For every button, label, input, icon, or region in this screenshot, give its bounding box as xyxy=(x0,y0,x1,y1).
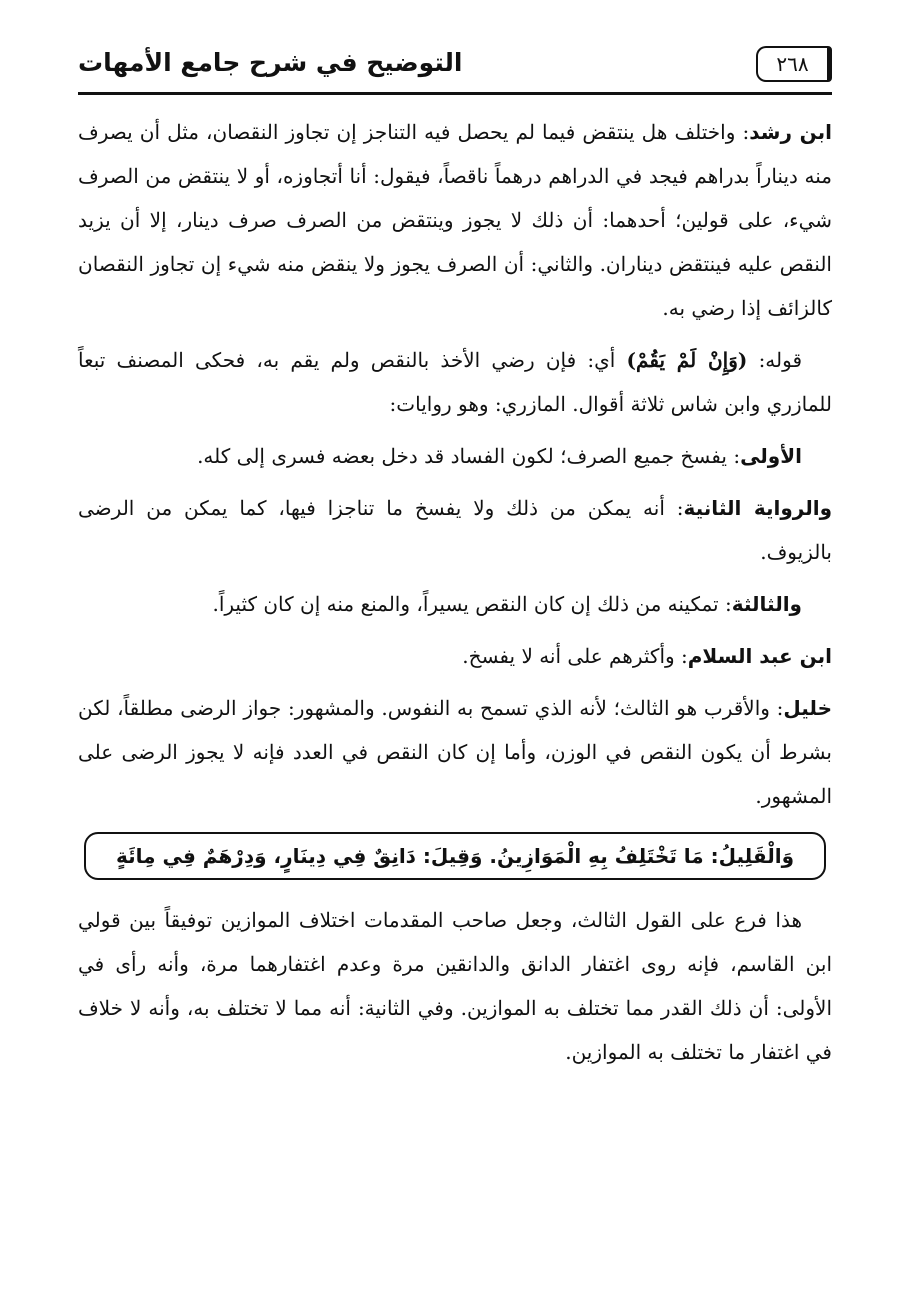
speaker-label: ابن عبد السلام xyxy=(687,644,832,668)
matn-quote: (وَإِنْ لَمْ يَقُمْ) xyxy=(626,348,748,372)
paragraph-text: : يفسخ جميع الصرف؛ لكون الفساد قد دخل بعضه فسرى إلى كله. xyxy=(197,444,741,468)
page-content xyxy=(78,110,832,1082)
paragraph-text: : أنه يمكن من ذلك ولا يفسخ ما تناجزا فيها، كما يمكن من الرضى بالزيوف. xyxy=(78,496,832,564)
matn-box: وَالْقَلِيلُ: مَا تَخْتَلِفُ بِهِ الْمَوَازِينُ. وَقِيلَ: دَانِقٌ فِي دِينَارٍ، وَدِرْهَمٌ فِي مِائَةٍ xyxy=(84,832,826,880)
paragraph-riwaya-1 xyxy=(78,434,832,478)
paragraph-qawluhu xyxy=(78,338,832,426)
paragraph-khalil xyxy=(78,686,832,818)
paragraph-text: : واختلف هل ينتقض فيما لم يحصل فيه التناجز إن تجاوز النقصان، مثل أن يصرف منه ديناراً بدراهم فيجد في الدراهم درهماً ناقصاً، فيقول: أنا أتجاوزه، أو لا ينتقض من الصرف شيء، على قولين؛ أحدهما: أن ذلك لا يجوز وينتقض من الصرف صرف دينار، إلا أن يزيد النقص عليه فينتقض ديناران. والثاني: أن الصرف يجوز ولا ينقض منه شيء إن تجاوز النقصان كالزائف إذا رضي به. xyxy=(78,120,832,320)
speaker-label: خليل xyxy=(783,696,832,720)
speaker-label: ابن رشد xyxy=(749,120,833,144)
paragraph-prefix: قوله: xyxy=(747,348,803,372)
speaker-label: والثالثة xyxy=(731,592,802,616)
page-header xyxy=(78,40,832,92)
header-rule xyxy=(78,92,832,95)
paragraph-ibn-rushd xyxy=(78,110,832,330)
paragraph-text: : والأقرب هو الثالث؛ لأنه الذي تسمح به النفوس. والمشهور: جواز الرضى مطلقاً، لكن بشرط أن يكون النقص في الوزن، وأما إن كان النقص في العدد فإنه لا يجوز الرضى على المشهور. xyxy=(78,696,832,808)
speaker-label: والرواية الثانية xyxy=(683,496,832,520)
paragraph-commentary: هذا فرع على القول الثالث، وجعل صاحب المقدمات اختلاف الموازين توفيقاً بين قولي ابن القاسم، فإنه روى اغتفار الدانق والدانقين مرة وعدم اغتفارهما مرة، وأنه رأى في الأولى: أن ذلك القدر مما تختلف به الموازين. وفي الثانية: أنه مما لا تختلف به، وأنه لا خلاف في اغتفار ما تختلف به الموازين. xyxy=(78,908,832,1064)
paragraph-text: أي: فإن رضي الأخذ بالنقص ولم يقم به، فحكى المصنف تبعاً للمازري وابن شاس ثلاثة أقوال. المازري: وهو روايات: xyxy=(78,348,832,416)
paragraph-riwaya-3 xyxy=(78,582,832,626)
paragraph-text: : تمكينه من ذلك إن كان النقص يسيراً، والمنع منه إن كان كثيراً. xyxy=(212,592,732,616)
page-number: ٢٦٨ xyxy=(756,46,832,82)
paragraph-riwaya-2 xyxy=(78,486,832,574)
running-title: التوضيح في شرح جامع الأمهات xyxy=(78,48,463,77)
paragraph-ibn-abd-al-salam xyxy=(78,634,832,678)
paragraph-text: : وأكثرهم على أنه لا يفسخ. xyxy=(462,644,688,668)
speaker-label: الأولى xyxy=(740,444,802,468)
